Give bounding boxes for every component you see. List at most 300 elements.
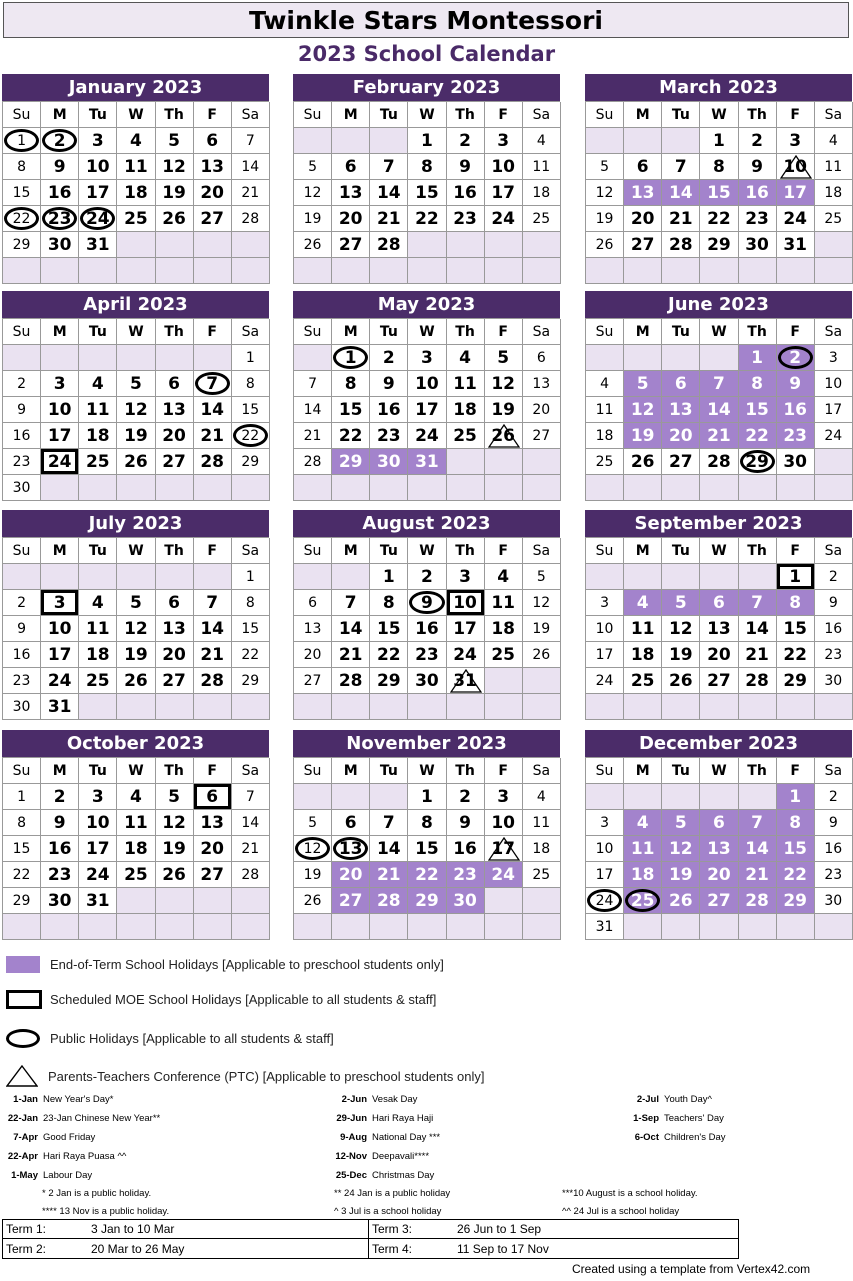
holiday-date: 29-Jun xyxy=(336,1113,367,1124)
day-cell: 8 xyxy=(3,154,41,180)
day-cell: 14 xyxy=(232,154,270,180)
day-cell: 3 xyxy=(447,564,485,590)
empty-cell xyxy=(447,449,485,475)
day-cell: 12 xyxy=(624,397,662,423)
day-cell: 14 xyxy=(370,836,408,862)
day-cell: 11 xyxy=(79,397,117,423)
day-cell: 2 xyxy=(739,128,777,154)
empty-cell xyxy=(3,258,41,284)
day-cell: 23 xyxy=(739,206,777,232)
empty-cell xyxy=(156,475,194,501)
day-cell: 3 xyxy=(815,345,853,371)
empty-cell xyxy=(700,564,738,590)
day-cell: 7 xyxy=(370,810,408,836)
empty-cell xyxy=(662,345,700,371)
empty-cell xyxy=(408,475,446,501)
empty-cell xyxy=(739,258,777,284)
weekday-header: F xyxy=(777,538,815,564)
credit-text: Created using a template from Vertex42.com xyxy=(572,1262,811,1276)
day-cell: 23 xyxy=(370,423,408,449)
weekday-header: M xyxy=(41,319,79,345)
empty-cell xyxy=(41,475,79,501)
day-cell: 13 xyxy=(523,371,561,397)
holiday-date: 12-Nov xyxy=(335,1151,367,1162)
day-cell: 9 xyxy=(41,154,79,180)
day-cell: 8 xyxy=(777,590,815,616)
day-cell: 24 xyxy=(777,206,815,232)
empty-cell xyxy=(447,232,485,258)
holiday-entry xyxy=(2,1132,95,1143)
month-calendar xyxy=(293,510,560,720)
day-cell: 14 xyxy=(700,397,738,423)
day-cell: 30 xyxy=(3,475,41,501)
day-cell: 22 xyxy=(3,206,41,232)
day-cell: 10 xyxy=(815,371,853,397)
day-cell: 16 xyxy=(41,836,79,862)
month-grid xyxy=(293,101,560,284)
day-cell: 5 xyxy=(156,128,194,154)
holiday-entry xyxy=(2,1094,113,1105)
day-cell: 30 xyxy=(41,888,79,914)
day-cell: 25 xyxy=(79,449,117,475)
day-cell: 14 xyxy=(294,397,332,423)
weekday-header: Sa xyxy=(523,319,561,345)
holiday-entry xyxy=(618,1094,712,1105)
legend-ptc xyxy=(6,1065,484,1087)
weekday-header: Tu xyxy=(79,102,117,128)
empty-cell xyxy=(662,564,700,590)
day-cell: 20 xyxy=(294,642,332,668)
day-cell: 18 xyxy=(586,423,624,449)
weekday-header: Sa xyxy=(523,538,561,564)
weekday-header: F xyxy=(777,758,815,784)
day-cell: 3 xyxy=(777,128,815,154)
day-cell: 14 xyxy=(662,180,700,206)
empty-cell xyxy=(624,784,662,810)
day-cell: 16 xyxy=(447,180,485,206)
note: ^^ 24 Jul is a school holiday xyxy=(562,1206,680,1217)
day-cell: 24 xyxy=(815,423,853,449)
empty-cell xyxy=(624,914,662,940)
day-cell: 15 xyxy=(332,397,370,423)
day-cell: 7 xyxy=(700,371,738,397)
weekday-header: F xyxy=(485,319,523,345)
weekday-header: F xyxy=(194,102,232,128)
day-cell: 25 xyxy=(523,206,561,232)
empty-cell xyxy=(370,784,408,810)
day-cell: 12 xyxy=(662,836,700,862)
empty-cell xyxy=(332,128,370,154)
day-cell: 1 xyxy=(370,564,408,590)
day-cell: 4 xyxy=(624,810,662,836)
day-cell: 27 xyxy=(332,232,370,258)
empty-cell xyxy=(485,668,523,694)
day-cell: 27 xyxy=(294,668,332,694)
empty-cell xyxy=(408,914,446,940)
empty-cell xyxy=(739,784,777,810)
day-cell: 3 xyxy=(79,128,117,154)
empty-cell xyxy=(815,449,853,475)
day-cell: 1 xyxy=(739,345,777,371)
empty-cell xyxy=(523,694,561,720)
weekday-header: Sa xyxy=(815,319,853,345)
weekday-header: Su xyxy=(3,319,41,345)
weekday-header: Th xyxy=(739,319,777,345)
weekday-header: Th xyxy=(156,538,194,564)
empty-cell xyxy=(523,449,561,475)
triangle-icon xyxy=(6,1065,38,1087)
day-cell: 21 xyxy=(232,836,270,862)
day-cell: 30 xyxy=(3,694,41,720)
day-cell: 27 xyxy=(700,668,738,694)
day-cell: 28 xyxy=(232,206,270,232)
empty-cell xyxy=(408,694,446,720)
empty-cell xyxy=(117,232,155,258)
day-cell: 11 xyxy=(624,836,662,862)
weekday-header: W xyxy=(117,319,155,345)
empty-cell xyxy=(332,475,370,501)
empty-cell xyxy=(485,449,523,475)
weekday-header: Sa xyxy=(232,102,270,128)
day-cell: 15 xyxy=(370,616,408,642)
day-cell: 9 xyxy=(3,616,41,642)
day-cell: 6 xyxy=(156,590,194,616)
day-cell: 23 xyxy=(41,206,79,232)
day-cell: 10 xyxy=(485,154,523,180)
day-cell: 27 xyxy=(700,888,738,914)
empty-cell xyxy=(41,345,79,371)
weekday-header: Th xyxy=(447,319,485,345)
day-cell: 6 xyxy=(156,371,194,397)
day-cell: 24 xyxy=(408,423,446,449)
day-cell: 7 xyxy=(232,128,270,154)
day-cell: 14 xyxy=(739,836,777,862)
day-cell: 14 xyxy=(332,616,370,642)
day-cell: 8 xyxy=(739,371,777,397)
weekday-header: Tu xyxy=(79,538,117,564)
weekday-header: F xyxy=(485,758,523,784)
empty-cell xyxy=(777,914,815,940)
day-cell: 20 xyxy=(700,862,738,888)
empty-cell xyxy=(485,475,523,501)
empty-cell xyxy=(232,258,270,284)
empty-cell xyxy=(232,914,270,940)
day-cell: 16 xyxy=(370,397,408,423)
empty-cell xyxy=(194,564,232,590)
weekday-header: Tu xyxy=(662,538,700,564)
day-cell: 14 xyxy=(370,180,408,206)
weekday-header: W xyxy=(700,758,738,784)
day-cell: 20 xyxy=(156,642,194,668)
day-cell: 11 xyxy=(624,616,662,642)
day-cell: 2 xyxy=(3,371,41,397)
weekday-header: M xyxy=(332,102,370,128)
empty-cell xyxy=(739,564,777,590)
weekday-header: W xyxy=(117,538,155,564)
day-cell: 28 xyxy=(662,232,700,258)
month-calendar xyxy=(585,74,852,284)
day-cell: 19 xyxy=(117,642,155,668)
day-cell: 4 xyxy=(117,784,155,810)
day-cell: 10 xyxy=(777,154,815,180)
holiday-name: Labour Day xyxy=(43,1170,93,1181)
empty-cell xyxy=(194,888,232,914)
day-cell: 26 xyxy=(117,668,155,694)
weekday-header: Tu xyxy=(662,102,700,128)
day-cell: 10 xyxy=(447,590,485,616)
holiday-date: 1-Sep xyxy=(633,1113,659,1124)
day-cell: 15 xyxy=(232,616,270,642)
empty-cell xyxy=(3,914,41,940)
day-cell: 26 xyxy=(662,668,700,694)
day-cell: 12 xyxy=(485,371,523,397)
day-cell: 6 xyxy=(700,590,738,616)
day-cell: 21 xyxy=(739,642,777,668)
day-cell: 5 xyxy=(156,784,194,810)
empty-cell xyxy=(815,232,853,258)
empty-cell xyxy=(117,345,155,371)
day-cell: 20 xyxy=(332,862,370,888)
day-cell: 11 xyxy=(523,810,561,836)
holiday-name: New Year's Day* xyxy=(43,1094,114,1105)
day-cell: 25 xyxy=(815,206,853,232)
day-cell: 29 xyxy=(3,888,41,914)
empty-cell xyxy=(156,345,194,371)
holiday-name: Youth Day^ xyxy=(664,1094,712,1105)
weekday-header: Th xyxy=(447,758,485,784)
empty-cell xyxy=(294,345,332,371)
day-cell: 13 xyxy=(624,180,662,206)
empty-cell xyxy=(815,914,853,940)
day-cell: 25 xyxy=(117,862,155,888)
day-cell: 2 xyxy=(815,564,853,590)
day-cell: 25 xyxy=(624,888,662,914)
holiday-date: 25-Dec xyxy=(335,1170,367,1181)
weekday-header: Th xyxy=(739,102,777,128)
day-cell: 31 xyxy=(586,914,624,940)
empty-cell xyxy=(447,694,485,720)
day-cell: 27 xyxy=(194,862,232,888)
day-cell: 18 xyxy=(117,836,155,862)
weekday-header: Tu xyxy=(370,319,408,345)
ptc-triangle-icon xyxy=(488,424,520,448)
day-cell: 21 xyxy=(370,862,408,888)
weekday-header: M xyxy=(41,538,79,564)
note: ^ 3 Jul is a school holiday xyxy=(334,1206,442,1217)
weekday-header: W xyxy=(408,319,446,345)
day-cell: 23 xyxy=(777,423,815,449)
day-cell: 22 xyxy=(408,206,446,232)
day-cell: 30 xyxy=(408,668,446,694)
day-cell: 26 xyxy=(586,232,624,258)
empty-cell xyxy=(624,258,662,284)
holiday-entry xyxy=(618,1132,725,1143)
weekday-header: Th xyxy=(156,102,194,128)
weekday-header: Tu xyxy=(370,758,408,784)
day-cell: 27 xyxy=(156,449,194,475)
day-cell: 20 xyxy=(332,206,370,232)
legend-public xyxy=(6,1029,334,1048)
empty-cell xyxy=(586,694,624,720)
month-title: December 2023 xyxy=(585,730,852,757)
month-title: February 2023 xyxy=(293,74,560,101)
day-cell: 11 xyxy=(815,154,853,180)
day-cell: 12 xyxy=(662,616,700,642)
day-cell: 12 xyxy=(294,180,332,206)
day-cell: 1 xyxy=(3,784,41,810)
day-cell: 16 xyxy=(447,836,485,862)
day-cell: 15 xyxy=(3,836,41,862)
month-grid xyxy=(2,537,269,720)
empty-cell xyxy=(624,564,662,590)
day-cell: 6 xyxy=(700,810,738,836)
empty-cell xyxy=(370,258,408,284)
day-cell: 29 xyxy=(700,232,738,258)
day-cell: 3 xyxy=(485,784,523,810)
legend-public-label: Public Holidays [Applicable to all students & staff] xyxy=(50,1031,334,1046)
day-cell: 2 xyxy=(41,784,79,810)
empty-cell xyxy=(624,128,662,154)
day-cell: 25 xyxy=(117,206,155,232)
day-cell: 9 xyxy=(408,590,446,616)
day-cell: 1 xyxy=(232,564,270,590)
legend-ptc-label: Parents-Teachers Conference (PTC) [Applicable to preschool students only] xyxy=(48,1068,485,1084)
day-cell: 9 xyxy=(3,397,41,423)
day-cell: 1 xyxy=(700,128,738,154)
month-calendar xyxy=(293,74,560,284)
weekday-header: Tu xyxy=(662,319,700,345)
day-cell: 31 xyxy=(79,232,117,258)
day-cell: 26 xyxy=(485,423,523,449)
day-cell: 22 xyxy=(700,206,738,232)
empty-cell xyxy=(739,914,777,940)
day-cell: 8 xyxy=(777,810,815,836)
holiday-name: Vesak Day xyxy=(372,1094,418,1105)
empty-cell xyxy=(41,914,79,940)
empty-cell xyxy=(156,232,194,258)
month-title: August 2023 xyxy=(293,510,560,537)
weekday-header: Th xyxy=(156,319,194,345)
day-cell: 19 xyxy=(156,836,194,862)
empty-cell xyxy=(232,888,270,914)
day-cell: 6 xyxy=(194,784,232,810)
day-cell: 11 xyxy=(447,371,485,397)
weekday-header: Th xyxy=(739,538,777,564)
day-cell: 5 xyxy=(523,564,561,590)
day-cell: 26 xyxy=(624,449,662,475)
day-cell: 15 xyxy=(232,397,270,423)
day-cell: 24 xyxy=(586,668,624,694)
day-cell: 2 xyxy=(370,345,408,371)
day-cell: 24 xyxy=(485,206,523,232)
empty-cell xyxy=(700,914,738,940)
day-cell: 17 xyxy=(815,397,853,423)
weekday-header: Su xyxy=(294,102,332,128)
day-cell: 14 xyxy=(232,810,270,836)
day-cell: 11 xyxy=(523,154,561,180)
empty-cell xyxy=(117,694,155,720)
day-cell: 17 xyxy=(79,836,117,862)
day-cell: 12 xyxy=(117,397,155,423)
empty-cell xyxy=(662,784,700,810)
day-cell: 29 xyxy=(232,449,270,475)
day-cell: 17 xyxy=(586,862,624,888)
weekday-header: M xyxy=(624,102,662,128)
empty-cell xyxy=(3,345,41,371)
day-cell: 12 xyxy=(156,810,194,836)
day-cell: 25 xyxy=(79,668,117,694)
day-cell: 6 xyxy=(523,345,561,371)
empty-cell xyxy=(294,694,332,720)
weekday-header: F xyxy=(485,538,523,564)
day-cell: 16 xyxy=(739,180,777,206)
day-cell: 12 xyxy=(523,590,561,616)
empty-cell xyxy=(41,258,79,284)
empty-cell xyxy=(447,914,485,940)
weekday-header: Tu xyxy=(662,758,700,784)
weekday-header: Su xyxy=(586,538,624,564)
day-cell: 4 xyxy=(117,128,155,154)
day-cell: 19 xyxy=(117,423,155,449)
empty-cell xyxy=(624,345,662,371)
empty-cell xyxy=(586,475,624,501)
day-cell: 23 xyxy=(447,206,485,232)
note: ***10 August is a school holiday. xyxy=(562,1188,698,1199)
day-cell: 30 xyxy=(447,888,485,914)
empty-cell xyxy=(332,784,370,810)
weekday-header: Su xyxy=(586,319,624,345)
day-cell: 21 xyxy=(739,862,777,888)
month-title: May 2023 xyxy=(293,291,560,318)
empty-cell xyxy=(662,258,700,284)
day-cell: 19 xyxy=(662,642,700,668)
empty-cell xyxy=(117,888,155,914)
day-cell: 25 xyxy=(586,449,624,475)
empty-cell xyxy=(232,232,270,258)
day-cell: 13 xyxy=(662,397,700,423)
weekday-header: Su xyxy=(294,758,332,784)
page-title: Twinkle Stars Montessori xyxy=(3,2,849,38)
day-cell: 10 xyxy=(586,836,624,862)
day-cell: 18 xyxy=(624,862,662,888)
holiday-name: Children's Day xyxy=(664,1132,726,1143)
day-cell: 18 xyxy=(815,180,853,206)
empty-cell xyxy=(79,914,117,940)
day-cell: 5 xyxy=(294,810,332,836)
day-cell: 10 xyxy=(41,616,79,642)
day-cell: 9 xyxy=(777,371,815,397)
day-cell: 13 xyxy=(700,836,738,862)
day-cell: 24 xyxy=(41,668,79,694)
empty-cell xyxy=(523,232,561,258)
day-cell: 21 xyxy=(194,423,232,449)
day-cell: 23 xyxy=(408,642,446,668)
day-cell: 20 xyxy=(194,836,232,862)
weekday-header: M xyxy=(624,758,662,784)
weekday-header: W xyxy=(408,102,446,128)
day-cell: 4 xyxy=(586,371,624,397)
day-cell: 5 xyxy=(586,154,624,180)
day-cell: 18 xyxy=(485,616,523,642)
day-cell: 13 xyxy=(294,616,332,642)
empty-cell xyxy=(624,475,662,501)
empty-cell xyxy=(117,564,155,590)
empty-cell xyxy=(117,914,155,940)
day-cell: 6 xyxy=(194,128,232,154)
day-cell: 12 xyxy=(117,616,155,642)
day-cell: 13 xyxy=(700,616,738,642)
day-cell: 17 xyxy=(408,397,446,423)
